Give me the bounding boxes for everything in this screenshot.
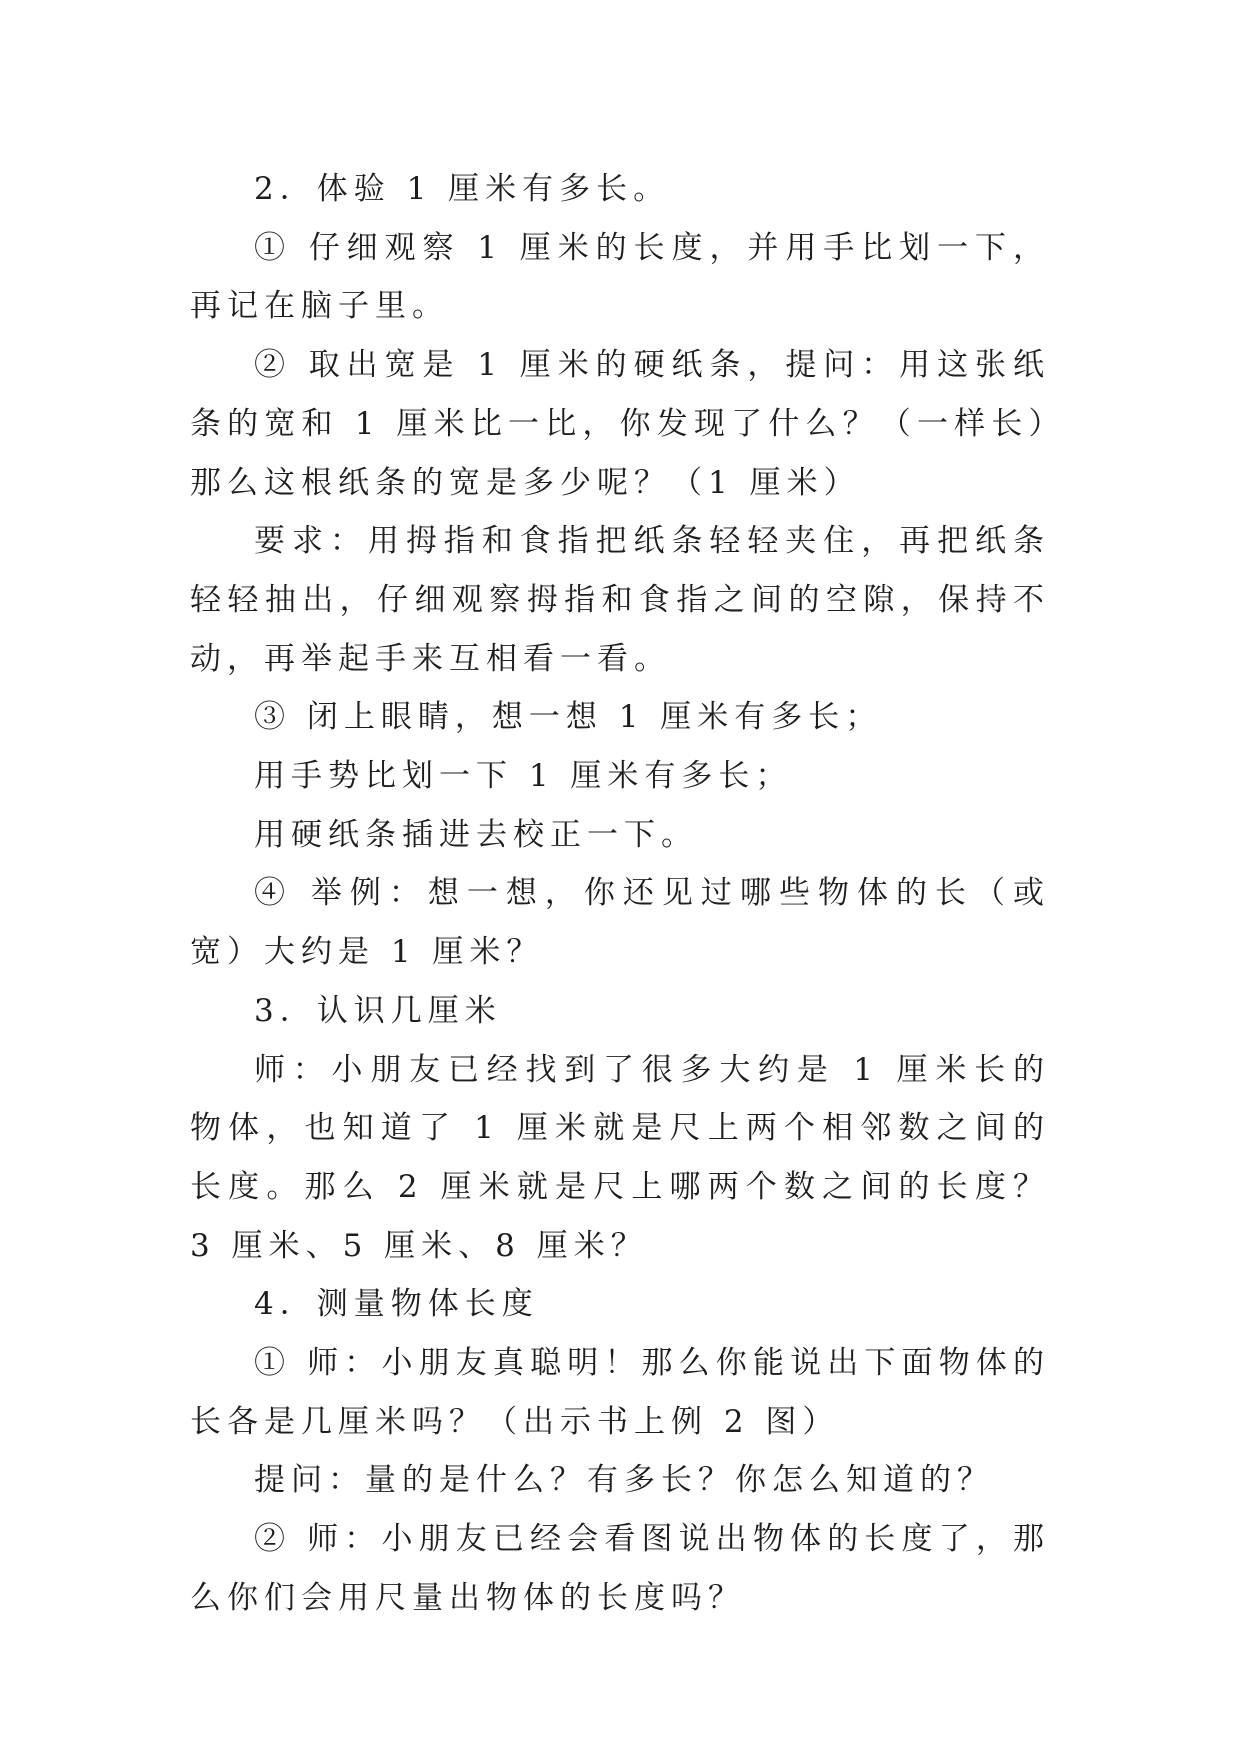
step-close-eyes: ③ 闭上眼睛，想一想 1 厘米有多长； xyxy=(254,699,883,736)
step-observe-1cm: ① 仔细观察 1 厘米的长度，并用手比划一下，再记在脑子里。 xyxy=(190,229,1050,325)
step-paper-strip: ② 取出宽是 1 厘米的硬纸条，提问：用这张纸条的宽和 1 厘米比一比，你发现了什么？（一样长）那么这根纸条的宽是多少呢？（1 厘米） xyxy=(190,347,1050,501)
heading-experience-1cm: 2．体验 1 厘米有多长。 xyxy=(254,171,671,207)
teacher-use-ruler: ② 师：小朋友已经会看图说出物体的长度了，那么你们会用尺量出物体的长度吗？ xyxy=(190,1521,1050,1616)
teacher-several-cm: 师：小朋友已经找到了很多大约是 1 厘米长的物体，也知道了 1 厘米就是尺上两个相邻数之间的长度。那么 2 厘米就是尺上哪两个数之间的长度？3 厘米、5 厘米、8 厘米？ xyxy=(190,1051,1050,1264)
line-gesture: 用手势比划一下 1 厘米有多长； xyxy=(254,758,793,795)
document-body xyxy=(190,160,1050,1628)
heading-measure-length: 4．测量物体长度 xyxy=(254,1286,539,1323)
step-examples: ④ 举例：想一想，你还见过哪些物体的长（或宽）大约是 1 厘米？ xyxy=(190,875,1050,971)
question-line: 提问：量的是什么？有多长？你怎么知道的？ xyxy=(254,1462,994,1499)
line-calibrate: 用硬纸条插进去校正一下。 xyxy=(254,816,698,853)
teacher-example-2: ① 师：小朋友真聪明！那么你能说出下面物体的长各是几厘米吗？（出示书上例 2 图） xyxy=(190,1345,1050,1440)
heading-several-cm: 3．认识几厘米 xyxy=(254,992,502,1029)
requirement-paragraph: 要求：用拇指和食指把纸条轻轻夹住，再把纸条轻轻抽出，仔细观察拇指和食指之间的空隙，保持不动，再举起手来互相看一看。 xyxy=(190,523,1050,677)
